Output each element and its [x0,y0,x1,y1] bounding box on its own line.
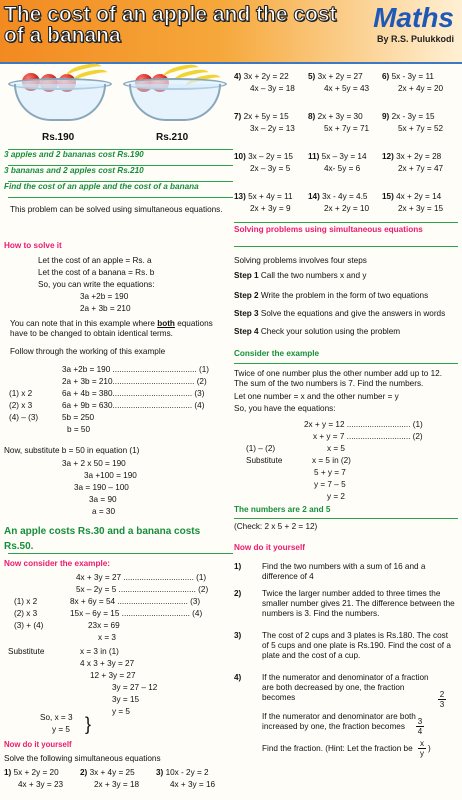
author: By R.S. Pulukkodi [376,34,454,44]
consider-title: Consider the example [234,349,320,358]
left-column: 3 apples and 2 bananas cost Rs.190 3 bananas and 2 apples cost Rs.210 Find the cost of an apple and the cost of a banana This problem can be solved using simultaneous equations. How to solve it Let the cost of an apple = Rs. a Let the cost of a banana = Rs. b So, you can write the equations: 3a +2b = 190 2a + 3b = 210 You can note that in this example where both equations have to be changed to obtain identical terms. Follow through the working of this example 3a +2b = 190 ..................................... (1) 2a + 3b = 210.................................... (2) (1) x 2 6a + 4b = 380................................... (3) (2) x 3 6a + 9b = 630................................... (4) (4) – (3) 5b = 250 b = 50 Now, substitute b = 50 in equation (1) 3a + 2 x 50 = 190 3a +100 = 190 3a = 190 – 100 3a = 90 a = 30 An apple costs Rs.30 and a banana costs Rs.50. Now consider the example: 4x + 3y = 27 ............................... (1) 5x – 2y = 5 .................................. (2) (1) x 2 8x + 6y = 54 ............................... (3) (2) x 3 15x – 6y = 15 .............................. (4) (3) + (4) 23x = 69 x = 3 Substitute x = 3 in (1) 4 x 3 + 3y = 27 12 + 3y = 27 3y = 27 – 12 3y = 15 y = 5 So, x = 3 y = 5 } Now do it yourself Solve the following simultaneous equations 1) 5x + 2y = 20 4x + 3y = 23 2) 3x + 4y = 25 2x + 3y = 18 3) 10x - 2y = 2 4x + 3y = 16 [4,0,230,800]
answer-heading: An apple costs Rs.30 and a banana costs Rs.50. [4,526,201,552]
example-title: Now consider the example: [4,559,111,568]
page-title: The cost of an apple and the cost of a banana [4,3,337,47]
both-note: You can note that in this example where both equations have to be changed to obtain identical terms. [10,319,213,338]
brand-title: Maths [373,2,454,33]
intro-line-3: Find the cost of an apple and the cost of a banana [4,182,199,191]
intro-line-2: 3 bananas and 2 apples cost Rs.210 [4,166,144,175]
do-title-1: Now do it yourself [4,740,72,749]
right-column: 4) 3x + 2y = 22 4x – 3y = 18 5) 3x + 2y = 27 4x + 5y = 43 6) 5x - 3y = 11 2x + 4y = 20 7) 2x + 5y = 15 3x – 2y = 13 8) 2x + 3y = 30 5x + 7y = 71 9) 2x - 3y = 15 5x + 7y = 52 10) 3x – 2y = 15 2x – 3y = 5 11) 5x – 3y = 14 4x- 5y = 6 12) 3x + 2y = 28 2x + 7y = 47 13) 5x + 4y = 11 2x + 3y = 9 14) 3x - 4y = 4.5 2x + 2y = 10 15) 4x + 2y = 14 2x + 3y = 15 Solving problems using simultaneous equations Solving problems involves four steps Step 1 Call the two numbers x and y Step 2 Write the problem in the form of two equations Step 3 Solve the equations and give the answers in words Step 4 Check your solution using the problem Consider the example Twice of one number plus the other number add up to 12. The sum of the two numbers is 7. Find the numbers. Let one number = x and the other number = y So, you have the equations: 2x + y = 12 ............................ (1) x + y = 7 ............................ (2) (1) – (2) x = 5 Substitute x = 5 in (2) 5 + y = 7 y = 7 – 5 y = 2 The numbers are 2 and 5 (Check: 2 x 5 + 2 = 12) Now do it yourself 1) Find the two numbers with a sum of 16 and a difference of 4 2) Twice the larger number added to three times the smaller number gives 21. The difference between the numbers is 3. Find the numbers. 3) The cost of 2 cups and 3 plates is Rs.180. The cost of 5 cups and one plate is Rs.190. Find the cost of a plate and the cost of a cup. 4) If the numerator and denominator of a fraction are both decreased by one, the fraction becomes 2 3 If the numerator and denominator are both increased by one, the fraction becomes 3 4 Find the fraction. (Hint: Let the fraction be x y ) [234,0,462,800]
left-price: Rs.190 [42,132,75,143]
how-title: How to solve it [4,241,62,250]
numbers-title: The numbers are 2 and 5 [234,505,331,514]
steps-title: Solving problems using simultaneous equations [234,225,423,234]
right-price: Rs.210 [156,132,189,143]
intro-line-1: 3 apples and 2 bananas cost Rs.190 [4,150,144,159]
do-title-2: Now do it yourself [234,543,305,552]
intro-paragraph: This problem can be solved using simultaneous equations. [10,205,223,214]
